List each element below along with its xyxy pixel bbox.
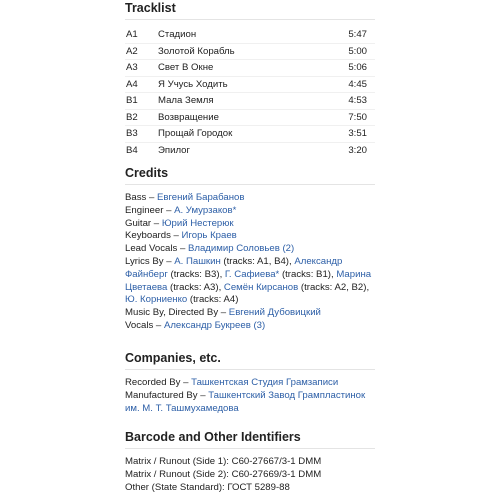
credits-section [125,166,375,333]
track-duration: 5:47 [348,29,367,40]
credit-artist-link[interactable]: Александр Файнберг [125,255,343,280]
track-title: Свет В Окне [158,62,214,73]
track-title: Возвращение [158,111,219,123]
credit-role: Lead Vocals [125,243,178,255]
credit-separator: – [177,243,188,255]
credit-artist-link[interactable]: Александр Букреев (3) [163,319,266,331]
identifiers-list [125,456,375,494]
credit-artist-link[interactable]: Игорь Краев [181,230,237,242]
identifier-line: Matrix / Runout (Side 2): С60-27669/3-1 DMM [125,468,322,480]
tracklist-heading: Tracklist [125,1,375,20]
credit-role: Lyrics By [125,255,164,267]
company-line [125,390,375,416]
credit-artist-link[interactable]: Марина Цветаева [125,268,372,293]
tracklist-table [125,27,375,158]
track-row [125,142,375,159]
track-row [125,125,375,142]
credit-line [125,320,375,333]
credit-separator: – [153,319,164,331]
track-position: B1 [126,95,138,106]
company-link[interactable]: Ташкентский Завод Грампластинок им. М. Т. Ташмухамедова [125,389,366,414]
credit-tracks-note: (tracks: A2, B2), [298,281,370,293]
track-row [125,109,375,126]
credit-artist-link[interactable]: Г. Сафиева* [224,268,280,280]
credit-separator: – [218,307,229,319]
credit-role: Music By, Directed By [125,307,219,319]
company-separator: – [180,377,192,388]
companies-heading: Companies, etc. [125,351,375,370]
company-role: Recorded By [125,377,181,388]
credit-artist-link[interactable]: А. Пашкин [174,255,221,267]
credit-line-lyrics [125,256,375,307]
track-row [125,59,375,76]
credit-artist-link[interactable]: Ю. Корниенко [125,294,188,306]
company-role: Manufactured By [125,389,198,401]
track-duration: 7:50 [348,111,367,123]
credit-line [125,192,375,205]
companies-list [125,377,375,415]
track-position: A3 [126,62,138,73]
credit-separator: – [170,230,182,242]
track-duration: 5:00 [348,45,367,57]
credits-heading: Credits [125,166,375,185]
track-position: A1 [126,29,138,40]
company-link[interactable]: Ташкентская Студия Грамзаписи [191,377,339,388]
track-row [125,76,375,93]
credit-line [125,230,375,243]
credit-separator: – [163,204,175,216]
credit-artist-link[interactable]: А. Умурзаков* [174,204,237,216]
credit-artist-link[interactable]: Юрий Нестерюк [161,217,234,229]
credit-role: Keyboards [125,230,171,242]
credit-role: Guitar [125,217,152,229]
identifier-line: Matrix / Runout (Side 1): С60-27667/3-1 DMM [125,456,322,467]
company-separator: – [197,389,209,401]
track-position: B4 [126,144,138,156]
credit-artist-link[interactable]: Евгений Барабанов [157,192,245,203]
credits-list [125,192,375,333]
tracklist-section [125,1,375,158]
identifier-line: Other (State Standard): ГОСТ 5289-88 [125,481,290,493]
track-duration: 4:45 [348,78,367,90]
track-duration: 4:53 [348,95,367,106]
company-line [125,377,375,390]
companies-section [125,351,375,415]
credit-separator: – [146,192,158,203]
credit-line [125,218,375,231]
track-title: Мала Земля [158,95,214,106]
track-row [125,43,375,60]
credit-artist-link[interactable]: Владимир Соловьев (2) [187,243,295,255]
track-row [125,92,375,109]
track-title: Я Учусь Ходить [158,78,228,90]
track-title: Эпилог [158,144,190,156]
barcode-section [125,430,375,494]
track-position: A4 [126,78,138,90]
credit-tracks-note: (tracks: B1), [279,268,337,280]
track-duration: 5:06 [348,62,367,73]
credit-line [125,243,375,256]
track-position: A2 [126,45,138,57]
credit-tracks-note: (tracks: A4) [187,294,239,306]
credit-role: Bass [125,192,147,203]
track-row [125,27,375,43]
credit-tracks-note: (tracks: A3), [167,281,224,293]
credit-line [125,205,375,218]
credit-separator: – [151,217,162,229]
track-title: Золотой Корабль [158,45,235,57]
credit-line [125,307,375,320]
track-position: B3 [126,128,138,139]
track-title: Стадион [158,29,197,40]
credit-artist-link[interactable]: Евгений Дубовицкий [228,307,321,319]
credit-role: Vocals [125,319,154,331]
credit-tracks-note: (tracks: B3), [167,268,225,280]
track-duration: 3:51 [348,128,367,139]
barcode-heading: Barcode and Other Identifiers [125,430,375,449]
credit-artist-link[interactable]: Семён Кирсанов [223,281,299,293]
track-position: B2 [126,111,138,123]
credit-role: Engineer [125,204,164,216]
credit-separator: – [163,255,175,267]
credit-tracks-note: (tracks: A1, B4), [220,255,295,267]
track-title: Прощай Городок [158,128,233,139]
track-duration: 3:20 [348,144,367,156]
